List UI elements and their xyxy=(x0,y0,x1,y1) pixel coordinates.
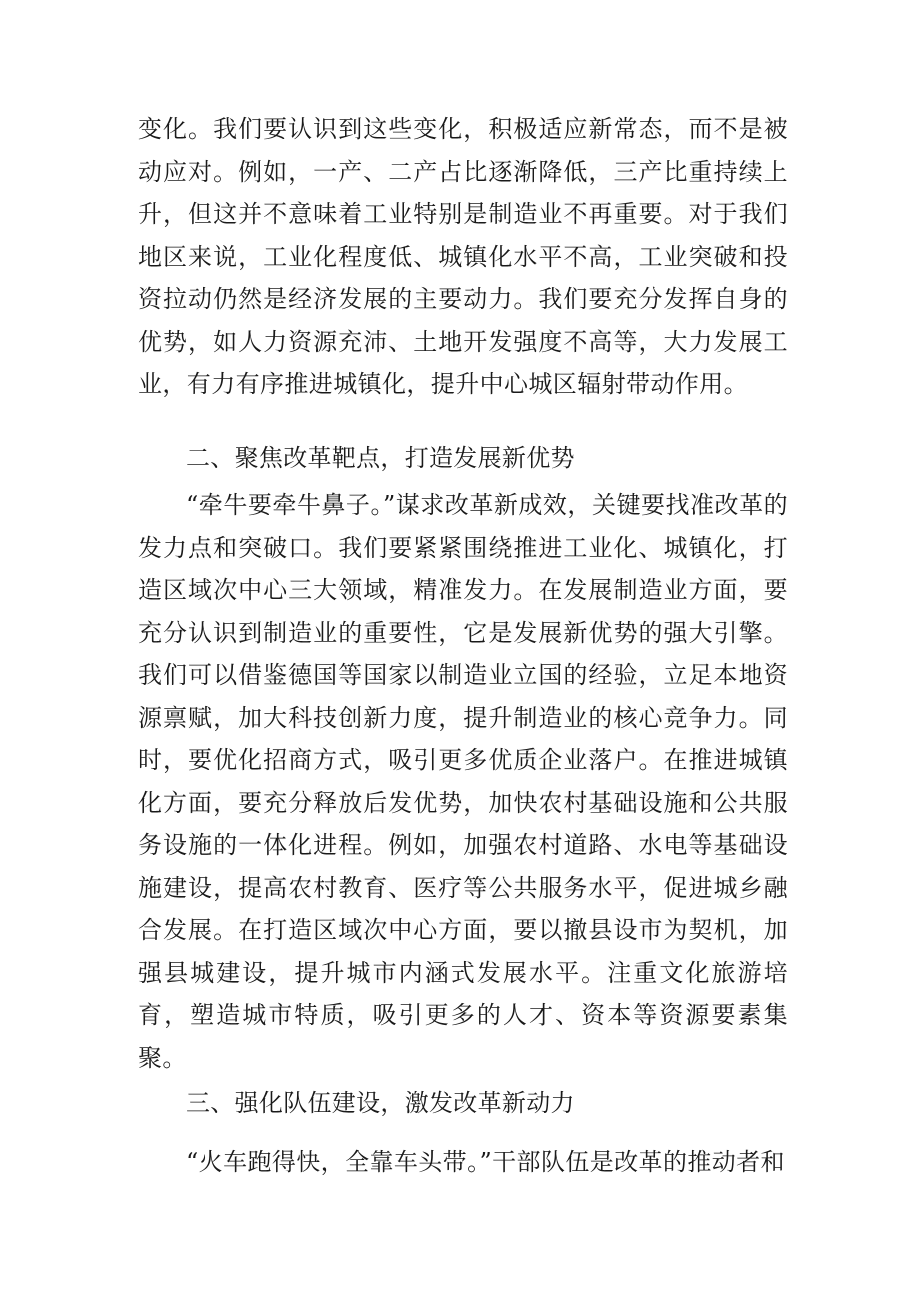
section-heading-2: 二、聚焦改革靶点，打造发展新优势 xyxy=(186,444,575,472)
body-paragraph-section-3: “火车跑得快，全靠车头带。”干部队伍是改革的推动者和 xyxy=(186,1148,785,1176)
body-paragraph-continued: 变化。我们要认识到这些变化，积极适应新常态，而不是被动应对。例如，一产、二产占比逐渐降低，三产比重持续上升，但这并不意味着工业特别是制造业不再重要。对于我们地区来说，工业化程度低、城镇化水平不高，工业突破和投资拉动仍然是经济发展的主要动力。我们要充分发挥自身的优势，如人力资源充沛、土地开发强度不高等，大力发展工业，有力有序推进城镇化，提升中心城区辐射带动作用。 xyxy=(138,115,788,398)
body-paragraph-section-2: “牵牛要牵牛鼻子。”谋求改革新成效，关键要找准改革的发力点和突破口。我们要紧紧围绕推进工业化、城镇化，打造区域次中心三大领域，精准发力。在发展制造业方面，要充分认识到制造业的重要性，它是发展新优势的强大引擎。我们可以借鉴德国等国家以制造业立国的经验，立足本地资源禀赋，加大科技创新力度，提升制造业的核心竞争力。同时，要优化招商方式，吸引更多优质企业落户。在推进城镇化方面，要充分释放后发优势，加快农村基础设施和公共服务设施的一体化进程。例如，加强农村道路、水电等基础设施建设，提高农村教育、医疗等公共服务水平，促进城乡融合发展。在打造区域次中心方面，要以撤县设市为契机，加强县城建设，提升城市内涵式发展水平。注重文化旅游培育，塑造城市特质，吸引更多的人才、资本等资源要素集聚。 xyxy=(138,491,788,1072)
section-heading-3: 三、强化队伍建设，激发改革新动力 xyxy=(186,1089,575,1117)
